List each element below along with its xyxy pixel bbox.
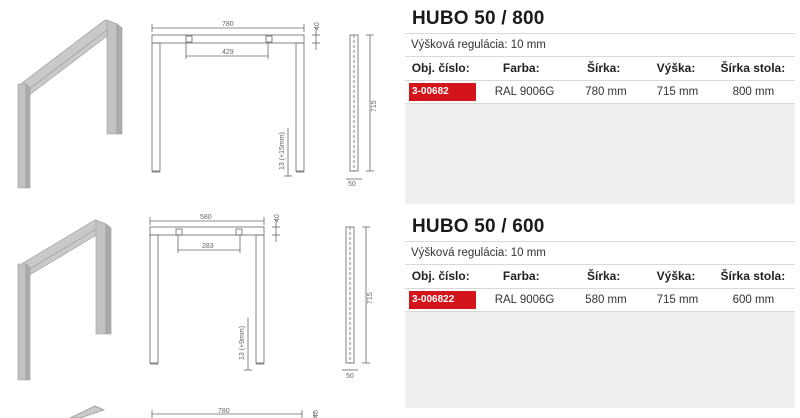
dim-adjust-1: 13 (+15mm) <box>279 132 286 170</box>
dim-leg-1: 50 <box>348 181 356 188</box>
header-height: Výška: <box>656 269 696 283</box>
dim-inner-1: 429 <box>222 49 234 56</box>
header-code: Obj. číslo: <box>411 61 470 75</box>
table-header <box>405 265 795 289</box>
dim-height-2: 715 <box>367 292 374 304</box>
frame-1-illustration <box>18 20 122 188</box>
empty-area <box>405 312 795 408</box>
product-title: HUBO 50 / 800 <box>412 8 545 29</box>
product-title: HUBO 50 / 600 <box>412 216 545 237</box>
cell-table-width: 600 mm <box>732 294 775 306</box>
dim-top-2: 40 <box>274 214 281 222</box>
cell-color: RAL 9006G <box>494 86 555 98</box>
table-row <box>405 81 795 104</box>
height-regulation: Výšková regulácia: 10 mm <box>405 241 795 265</box>
header-width: Šírka: <box>586 269 621 283</box>
dim-leg-2: 50 <box>346 373 354 380</box>
table-header <box>405 57 795 81</box>
cell-height: 715 mm <box>656 294 699 306</box>
header-color: Farba: <box>502 61 540 75</box>
product-code-badge[interactable]: 3-00682 <box>409 83 476 101</box>
table-row <box>405 289 795 312</box>
frame-2-front-view <box>150 217 280 370</box>
frame-2-side-view <box>342 227 370 370</box>
dim-adjust-2: 13 (+9mm) <box>239 325 246 360</box>
header-table-width: Šírka stola: <box>720 269 786 283</box>
header-color: Farba: <box>502 269 540 283</box>
cell-width: 580 mm <box>585 294 627 306</box>
frame-1-side-view <box>346 35 374 179</box>
dim-width-3: 780 <box>218 408 230 415</box>
dim-width-2: 580 <box>200 214 212 221</box>
header-width: Šírka: <box>586 61 621 75</box>
header-table-width: Šírka stola: <box>720 61 786 75</box>
dim-width-1: 780 <box>222 21 234 28</box>
frame-3-partial <box>70 406 314 418</box>
frame-2-illustration <box>18 220 111 380</box>
product-spec-hubo-800 <box>405 0 795 204</box>
header-code: Obj. číslo: <box>411 269 470 283</box>
header-height: Výška: <box>656 61 696 75</box>
dim-top-3: 40 <box>313 410 320 418</box>
dim-height-1: 715 <box>371 100 378 112</box>
frame-1-front-view <box>152 24 320 176</box>
dim-top-1: 40 <box>314 22 321 30</box>
cell-height: 715 mm <box>656 86 699 98</box>
product-code-badge[interactable]: 3-006822 <box>409 291 476 309</box>
cell-width: 780 mm <box>585 86 627 98</box>
dim-inner-2: 283 <box>202 243 214 250</box>
cell-table-width: 800 mm <box>732 86 775 98</box>
product-spec-hubo-600 <box>405 208 795 408</box>
cell-color: RAL 9006G <box>494 294 555 306</box>
empty-area <box>405 104 795 204</box>
height-regulation: Výšková regulácia: 10 mm <box>405 33 795 57</box>
